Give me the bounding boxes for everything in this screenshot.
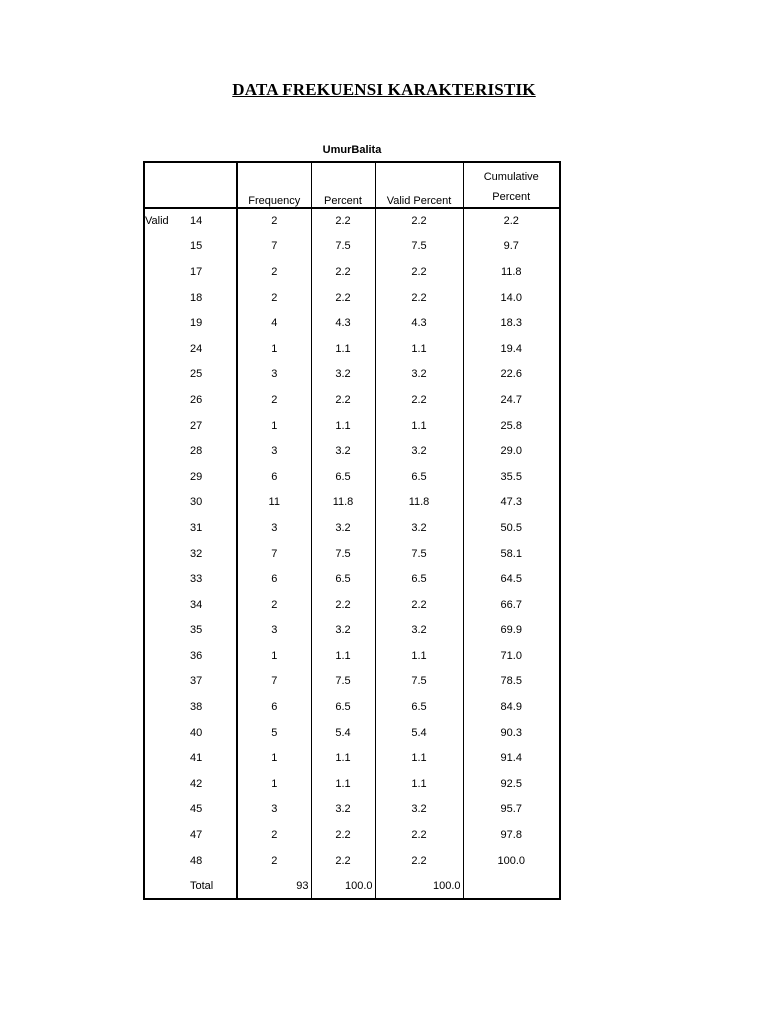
row-frequency: 6 <box>237 464 311 490</box>
row-percent: 5.4 <box>311 720 375 746</box>
row-valid-percent: 2.2 <box>375 848 463 874</box>
row-cumulative-percent: 95.7 <box>463 797 560 823</box>
frequency-table <box>143 161 561 900</box>
row-percent: 2.2 <box>311 208 375 234</box>
row-frequency: 2 <box>237 208 311 234</box>
row-percent: 1.1 <box>311 643 375 669</box>
table-row <box>144 771 560 797</box>
row-valid-percent: 2.2 <box>375 822 463 848</box>
row-percent: 4.3 <box>311 310 375 336</box>
row-group-label <box>144 592 190 618</box>
row-percent: 2.2 <box>311 848 375 874</box>
row-valid-percent: 2.2 <box>375 208 463 234</box>
row-cumulative-percent: 78.5 <box>463 669 560 695</box>
row-percent: 6.5 <box>311 566 375 592</box>
row-value: 36 <box>190 649 203 662</box>
row-value: 28 <box>190 445 203 458</box>
row-percent: 7.5 <box>311 669 375 695</box>
row-percent: 7.5 <box>311 541 375 567</box>
table-row <box>144 310 560 336</box>
row-group-label <box>144 464 190 490</box>
row-cumulative-percent: 71.0 <box>463 643 560 669</box>
row-group-label <box>144 515 190 541</box>
table-row <box>144 720 560 746</box>
row-cumulative-percent: 9.7 <box>463 234 560 260</box>
row-value: 25 <box>190 368 203 381</box>
table-row <box>144 745 560 771</box>
row-valid-percent: 7.5 <box>375 541 463 567</box>
row-percent: 1.1 <box>311 771 375 797</box>
row-cumulative-percent: 29.0 <box>463 438 560 464</box>
row-value: 17 <box>190 265 203 278</box>
row-valid-percent: 3.2 <box>375 515 463 541</box>
row-frequency: 1 <box>237 643 311 669</box>
row-value: 41 <box>190 752 203 765</box>
row-frequency: 2 <box>237 259 311 285</box>
row-cumulative-percent: 47.3 <box>463 490 560 516</box>
row-value: 40 <box>190 726 203 739</box>
row-frequency: 6 <box>237 694 311 720</box>
row-group-label <box>144 618 190 644</box>
row-valid-percent: 3.2 <box>375 797 463 823</box>
row-percent: 7.5 <box>311 234 375 260</box>
table-row <box>144 643 560 669</box>
row-valid-percent: 3.2 <box>375 438 463 464</box>
table-row <box>144 515 560 541</box>
row-value: 27 <box>190 419 203 432</box>
row-frequency: 7 <box>237 234 311 260</box>
row-percent: 2.2 <box>311 387 375 413</box>
row-percent: 1.1 <box>311 413 375 439</box>
row-frequency: 7 <box>237 669 311 695</box>
row-percent: 3.2 <box>311 618 375 644</box>
row-frequency: 2 <box>237 285 311 311</box>
row-valid-percent: 6.5 <box>375 694 463 720</box>
table-row <box>144 362 560 388</box>
row-frequency: 3 <box>237 362 311 388</box>
header-stub-group <box>144 162 190 208</box>
row-cumulative-percent: 97.8 <box>463 822 560 848</box>
row-frequency: 3 <box>237 618 311 644</box>
row-value: 18 <box>190 291 203 304</box>
row-valid-percent: 1.1 <box>375 643 463 669</box>
row-group-label <box>144 848 190 874</box>
row-percent: 3.2 <box>311 362 375 388</box>
row-frequency: 2 <box>237 592 311 618</box>
row-frequency: 3 <box>237 438 311 464</box>
table-row <box>144 848 560 874</box>
table-row <box>144 234 560 260</box>
row-cumulative-percent: 66.7 <box>463 592 560 618</box>
row-value: 24 <box>190 342 203 355</box>
row-group-label <box>144 413 190 439</box>
row-cumulative-percent: 35.5 <box>463 464 560 490</box>
total-cumulative-empty <box>463 873 560 899</box>
row-percent: 1.1 <box>311 336 375 362</box>
header-stub-value <box>190 162 237 208</box>
total-percent: 100.0 <box>311 873 375 899</box>
row-group-label <box>144 234 190 260</box>
row-percent: 3.2 <box>311 438 375 464</box>
row-group-label <box>144 310 190 336</box>
row-valid-percent: 1.1 <box>375 336 463 362</box>
row-value: 33 <box>190 573 203 586</box>
row-frequency: 6 <box>237 566 311 592</box>
total-frequency: 93 <box>237 873 311 899</box>
row-frequency: 4 <box>237 310 311 336</box>
row-cumulative-percent: 90.3 <box>463 720 560 746</box>
row-value: 35 <box>190 624 203 637</box>
row-frequency: 1 <box>237 336 311 362</box>
row-percent: 2.2 <box>311 259 375 285</box>
row-frequency: 1 <box>237 771 311 797</box>
row-value: 47 <box>190 829 203 842</box>
row-group-label <box>144 387 190 413</box>
row-cumulative-percent: 11.8 <box>463 259 560 285</box>
table-header-row <box>144 162 560 208</box>
table-row <box>144 413 560 439</box>
table-row <box>144 336 560 362</box>
row-group-label <box>144 643 190 669</box>
row-frequency: 2 <box>237 387 311 413</box>
row-valid-percent: 4.3 <box>375 310 463 336</box>
row-cumulative-percent: 50.5 <box>463 515 560 541</box>
row-cumulative-percent: 25.8 <box>463 413 560 439</box>
row-percent: 6.5 <box>311 694 375 720</box>
document-title: DATA FREKUENSI KARAKTERISTIK <box>232 80 536 99</box>
row-cumulative-percent: 92.5 <box>463 771 560 797</box>
row-value: 30 <box>190 496 203 509</box>
row-cumulative-percent: 24.7 <box>463 387 560 413</box>
table-row <box>144 259 560 285</box>
header-cumulative-percent <box>463 162 560 208</box>
total-valid-percent: 100.0 <box>375 873 463 899</box>
row-valid-percent: 2.2 <box>375 592 463 618</box>
row-value: 15 <box>190 240 203 253</box>
row-group-label: Valid <box>145 215 169 228</box>
row-group-label <box>144 490 190 516</box>
table-row <box>144 387 560 413</box>
row-group-label <box>144 541 190 567</box>
header-valid-percent: Valid Percent <box>375 162 463 208</box>
row-valid-percent: 2.2 <box>375 259 463 285</box>
row-cumulative-percent: 22.6 <box>463 362 560 388</box>
row-group-label <box>144 362 190 388</box>
row-group-label <box>144 771 190 797</box>
table-row <box>144 694 560 720</box>
table-row <box>144 541 560 567</box>
row-group-label <box>144 797 190 823</box>
row-percent: 3.2 <box>311 797 375 823</box>
row-group-label <box>144 669 190 695</box>
row-group-label <box>144 822 190 848</box>
row-group-label <box>144 745 190 771</box>
row-valid-percent: 1.1 <box>375 413 463 439</box>
row-value: 14 <box>190 215 203 228</box>
row-group-label <box>144 566 190 592</box>
row-valid-percent: 1.1 <box>375 745 463 771</box>
row-value: 48 <box>190 854 203 867</box>
row-value: 38 <box>190 701 203 714</box>
table-row <box>144 438 560 464</box>
row-cumulative-percent: 84.9 <box>463 694 560 720</box>
table-row <box>144 592 560 618</box>
row-value: 34 <box>190 598 203 611</box>
row-valid-percent: 7.5 <box>375 669 463 695</box>
row-value: 26 <box>190 393 203 406</box>
table-row <box>144 822 560 848</box>
table-row <box>144 490 560 516</box>
row-value: 19 <box>190 317 203 330</box>
row-valid-percent: 3.2 <box>375 362 463 388</box>
header-cumulative-line2: Percent <box>492 191 531 203</box>
row-group-label <box>144 694 190 720</box>
row-value: 29 <box>190 470 203 483</box>
table-row <box>144 464 560 490</box>
row-value: 32 <box>190 547 203 560</box>
table-row <box>144 669 560 695</box>
row-cumulative-percent: 58.1 <box>463 541 560 567</box>
row-frequency: 3 <box>237 797 311 823</box>
table-row <box>144 618 560 644</box>
table-body <box>144 208 560 899</box>
row-frequency: 1 <box>237 413 311 439</box>
row-cumulative-percent: 91.4 <box>463 745 560 771</box>
row-percent: 11.8 <box>311 490 375 516</box>
row-cumulative-percent: 64.5 <box>463 566 560 592</box>
row-frequency: 2 <box>237 848 311 874</box>
table-row <box>144 285 560 311</box>
row-percent: 2.2 <box>311 592 375 618</box>
row-frequency: 5 <box>237 720 311 746</box>
row-frequency: 3 <box>237 515 311 541</box>
table-row-total <box>144 873 560 899</box>
table-caption: UmurBalita <box>322 144 382 156</box>
table-row <box>144 208 560 234</box>
row-value: 45 <box>190 803 203 816</box>
header-cumulative-line1: Cumulative <box>483 171 539 183</box>
row-group-label <box>144 285 190 311</box>
row-group-label <box>144 438 190 464</box>
row-group-label <box>144 720 190 746</box>
row-valid-percent: 11.8 <box>375 490 463 516</box>
row-valid-percent: 7.5 <box>375 234 463 260</box>
row-frequency: 2 <box>237 822 311 848</box>
row-cumulative-percent: 69.9 <box>463 618 560 644</box>
total-label: Total <box>190 879 214 892</box>
row-value: 37 <box>190 675 203 688</box>
row-percent: 3.2 <box>311 515 375 541</box>
row-cumulative-percent: 18.3 <box>463 310 560 336</box>
row-valid-percent: 3.2 <box>375 618 463 644</box>
row-valid-percent: 2.2 <box>375 387 463 413</box>
table-row <box>144 797 560 823</box>
row-group-label <box>144 259 190 285</box>
row-percent: 2.2 <box>311 822 375 848</box>
row-cumulative-percent: 100.0 <box>463 848 560 874</box>
row-valid-percent: 2.2 <box>375 285 463 311</box>
row-frequency: 7 <box>237 541 311 567</box>
row-value: 42 <box>190 777 203 790</box>
row-valid-percent: 6.5 <box>375 464 463 490</box>
row-frequency: 11 <box>237 490 311 516</box>
row-group-label <box>144 873 190 899</box>
row-group-label <box>144 336 190 362</box>
header-frequency: Frequency <box>237 162 311 208</box>
header-percent: Percent <box>311 162 375 208</box>
row-cumulative-percent: 2.2 <box>463 208 560 234</box>
row-valid-percent: 6.5 <box>375 566 463 592</box>
row-cumulative-percent: 14.0 <box>463 285 560 311</box>
table-row <box>144 566 560 592</box>
row-cumulative-percent: 19.4 <box>463 336 560 362</box>
row-frequency: 1 <box>237 745 311 771</box>
row-percent: 1.1 <box>311 745 375 771</box>
row-value: 31 <box>190 521 203 534</box>
row-percent: 6.5 <box>311 464 375 490</box>
row-percent: 2.2 <box>311 285 375 311</box>
row-valid-percent: 1.1 <box>375 771 463 797</box>
row-valid-percent: 5.4 <box>375 720 463 746</box>
